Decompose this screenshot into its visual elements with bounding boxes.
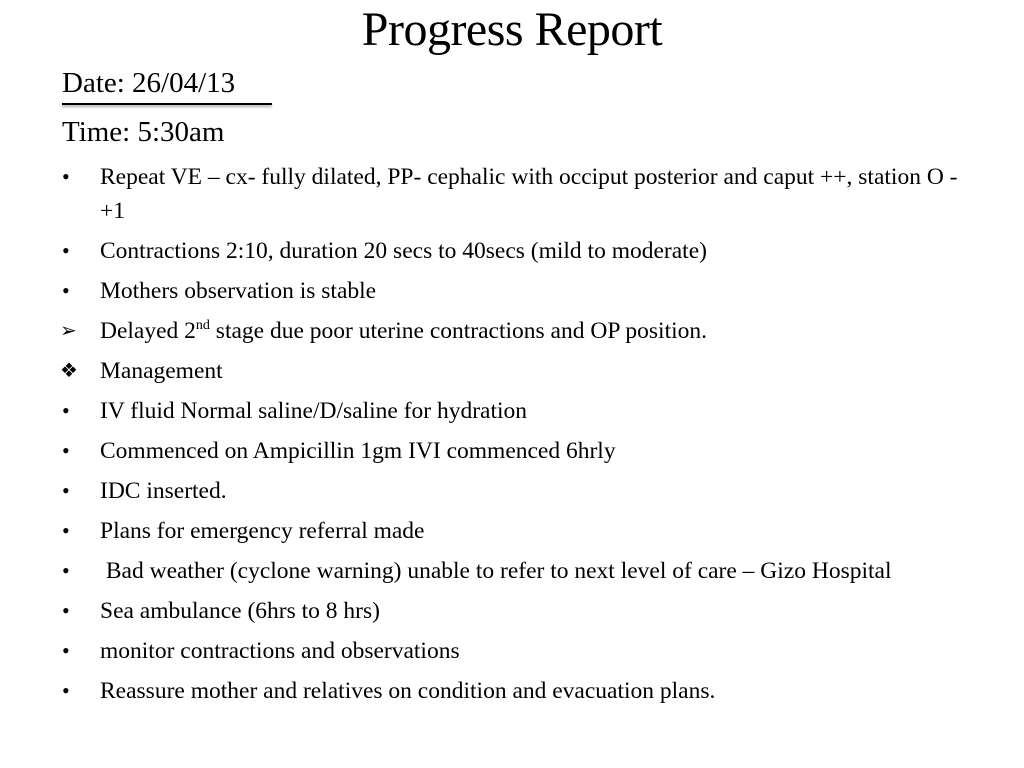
bullet-icon: •: [62, 164, 70, 189]
list-item: [60, 674, 980, 708]
list-item: [60, 160, 980, 228]
item-text: Bad weather (cyclone warning) unable to refer to next level of care – Gizo Hospital: [100, 558, 892, 584]
item-text-after: stage due poor uterine contractions and OP position.: [209, 318, 708, 344]
item-text: IV fluid Normal saline/D/saline for hydration: [100, 398, 528, 424]
item-text: Reassure mother and relatives on condition and evacuation plans.: [100, 678, 716, 704]
bullet-icon: •: [62, 278, 70, 303]
ordinal-superscript: nd: [195, 318, 210, 334]
bullet-icon: •: [62, 478, 70, 503]
bullet-icon: •: [62, 398, 70, 423]
list-item: [60, 474, 980, 508]
item-text-before: Delayed 2: [100, 318, 196, 344]
list-item: [60, 554, 980, 588]
item-text: Contractions 2:10, duration 20 secs to 40secs (mild to moderate): [100, 238, 707, 264]
item-text: Management: [100, 358, 223, 384]
list-item: [60, 394, 980, 428]
report-date: Date: 26/04/13: [62, 67, 236, 99]
item-text: Sea ambulance (6hrs to 8 hrs): [100, 598, 380, 624]
report-time: Time: 5:30am: [62, 116, 225, 148]
bullet-icon: •: [62, 518, 70, 543]
item-text: Mothers observation is stable: [100, 278, 377, 304]
bullet-icon: •: [62, 558, 70, 583]
slide-title: Progress Report: [361, 3, 663, 56]
list-item: [60, 354, 980, 388]
arrow-bullet-icon: ➢: [60, 320, 77, 342]
item-text: [100, 318, 707, 344]
item-text: Plans for emergency referral made: [100, 518, 425, 544]
list-item: [60, 634, 980, 668]
date-underline: [62, 103, 272, 105]
item-text: monitor contractions and observations: [100, 638, 460, 664]
bullet-icon: •: [62, 438, 70, 463]
progress-list: [60, 160, 980, 714]
item-text: IDC inserted.: [100, 478, 227, 504]
bullet-icon: •: [62, 638, 70, 663]
bullet-icon: •: [62, 598, 70, 623]
list-item: [60, 514, 980, 548]
list-item: [60, 234, 980, 268]
bullet-icon: •: [62, 238, 70, 263]
diamond-bullet-icon: ❖: [60, 360, 78, 382]
list-item: [60, 314, 980, 348]
list-item: [60, 594, 980, 628]
list-item: [60, 274, 980, 308]
item-text: Commenced on Ampicillin 1gm IVI commenced 6hrly: [100, 438, 616, 464]
list-item: [60, 434, 980, 468]
bullet-icon: •: [62, 678, 70, 703]
item-text: Repeat VE – cx- fully dilated, PP- cephalic with occiput posterior and caput ++, station O -+1: [100, 164, 958, 224]
